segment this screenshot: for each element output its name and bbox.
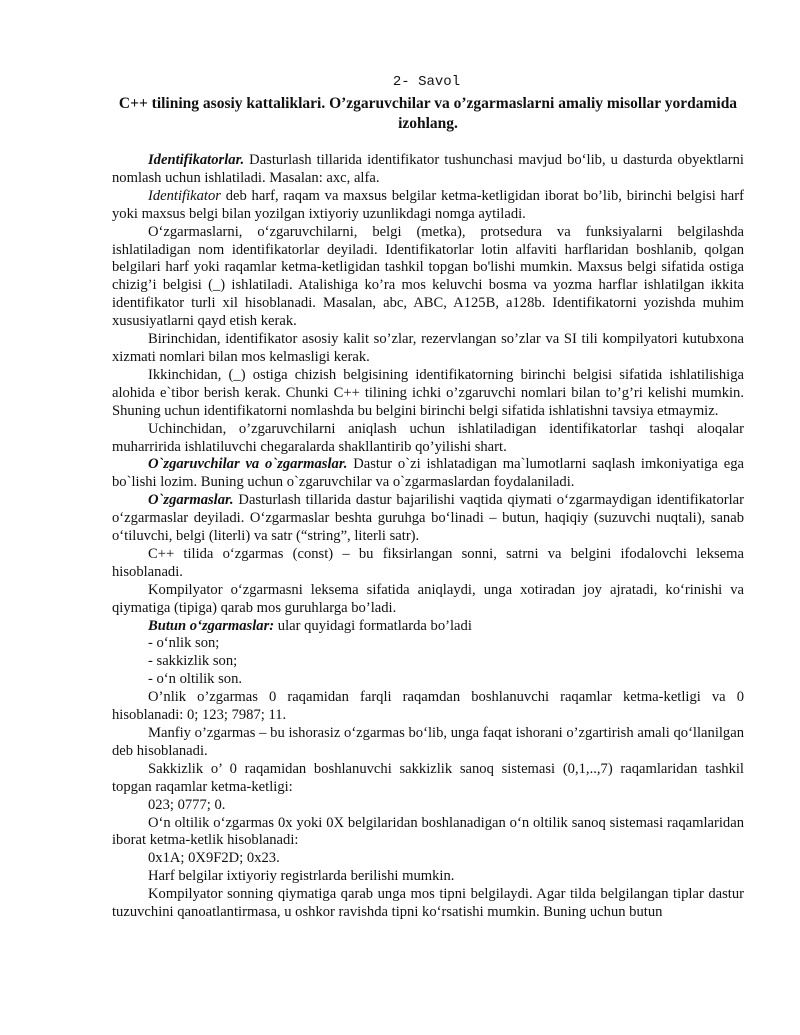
paragraph-text: Dasturlash tillarida identifikator tushunchasi mavjud bo‘lib, u dasturda obyektlarni nomlash uchun ishlatiladi. Masalan: axc, alfa.: [112, 152, 744, 186]
paragraph: Manfiy o’zgarmas – bu ishorasiz o‘zgarmas bo‘lib, unga faqat ishorani o’zgartirish amali qo‘llanilgan deb hisoblanadi.: [112, 725, 744, 759]
paragraph-butun-ozgarmaslar: [112, 618, 744, 636]
paragraph-text: ular quyidagi formatlarda bo’ladi: [274, 617, 472, 634]
paragraph: Ikkinchidan, (_) ostiga chizish belgisining identifikatorning birinchi belgisi sifatida ishlatilishiga alohida e`tibor berish kerak. Chunki C++ tilining ichki o’zgaruvchi nomlari bilan to’g’ri kelishi mumkin. Shuning uchun identifikatorni nomlashda bu belgini birinchi belgi sifatida ishlatishni tavsiya etmaymiz.: [112, 366, 744, 419]
term-identifikator: Identifikator: [148, 187, 221, 204]
paragraph: O’nlik o’zgarmas 0 raqamidan farqli raqamdan boshlanuvchi raqamlar ketma-ketligi va 0 hisoblanadi: 0; 123; 7987; 11.: [112, 689, 744, 724]
term-ozgaruvchilar: O`zgaruvchilar va o`zgarmaslar.: [148, 456, 348, 473]
paragraph-text: Dasturlash tillarida dastur bajarilishi vaqtida qiymati o‘zgarmaydigan identifikatorlar o‘zgarmaslar deyiladi. O‘zgarmaslar beshta guruhga bo‘linadi – butun, haqiqiy (suzuvchi nuqtali), sanab o‘tiluvchi, belgi (literli) va satr (“string”, literli satr).: [112, 492, 744, 545]
paragraph-identifikatorlar: [112, 152, 744, 188]
paragraph: Harf belgilar ixtiyoriy registrlarda berilishi mumkin.: [148, 868, 455, 885]
paragraph: Sakkizlik o’ 0 raqamidan boshlanuvchi sakkizlik sanoq sistemasi (0,1,..,7) raqamlaridan tashkil topgan raqamlar ketma-ketligi:: [112, 760, 744, 795]
paragraph: Uchinchidan, o’zgaruvchilarni aniqlash uchun ishlatiladigan identifikatorlar tashqi aloqalar muharririda ishlatiluvchi chegaralarda shakllantirib qo’yilishi shart.: [112, 420, 744, 455]
paragraph: Kompilyator o‘zgarmasni leksema sifatida aniqlaydi, unga xotiradan joy ajratadi, ko‘rinishi va qiymatiga (tipiga) qarab mos guruhlarga bo’ladi.: [112, 581, 744, 616]
question-number: 2- Savol: [392, 74, 461, 90]
paragraph-identifikator-definition: [112, 188, 744, 224]
term-butun-ozgarmaslar: Butun o‘zgarmaslar:: [148, 617, 275, 634]
document-body: [112, 152, 744, 922]
example-line: 023; 0777; 0.: [148, 796, 226, 813]
paragraph-text: deb harf, raqam va maxsus belgilar ketma-ketligidan iborat bo’lib, birinchi belgisi harf yoki maxsus belgi bilan yozilgan ixtiyoriy uzunlikdagi nomga aytiladi.: [112, 187, 744, 222]
paragraph-ozgarmaslar: [112, 492, 744, 546]
paragraph: O‘n oltilik o‘zgarmas 0x yoki 0X belgilaridan boshlanadigan o‘n oltilik sanoq sistemasi raqamlaridan iborat ketma-ketlik hisoblanadi:: [112, 814, 744, 849]
list-item: - o‘nlik son;: [148, 635, 220, 652]
paragraph: O‘zgarmaslarni, o‘zgaruvchilarni, belgi (metka), protsedura va funksiyalarni belgilashda ishlatiladigan nom identifikatorlar deyiladi. Identifikatorlar lotin alfaviti harflaridan boshlanib, qolgan belgilari harf yoki raqamlar ketma-ketligidan tashkil topgan bo'lishi mumkin. Maxsus belgi sifatida ostiga chizig’i belgisi (_) ishlatiladi. Atalishiga ko’ra mos keluvchi bosma va yozma harflar ishlatilgan ikkita identifikator turli xil hisoblanadi. Masalan, abc, ABC, A125B, a128b. Identifikatorni yozishda muhim xususiyatlarni qayd etish kerak.: [112, 223, 744, 330]
paragraph-text: Dastur o`zi ishlatadigan ma`lumotlarni saqlash imkoniyatiga ega bo`lishi lozim. Buning uchun o`zgaruvchilar va o`zgarmaslardan foydalaniladi.: [112, 456, 744, 491]
term-ozgarmaslar: O`zgarmaslar.: [148, 492, 234, 509]
paragraph: Birinchidan, identifikator asosiy kalit so’zlar, rezervlangan so’zlar va SI tili kompilyatori kutubxona xizmati nomlari bilan mos kelmasligi kerak.: [112, 331, 744, 365]
paragraph: Kompilyator sonning qiymatiga qarab unga mos tipni belgilaydi. Agar tilda belgilangan tiplar dastur tuzuvchini qanoatlantirmasa, u oshkor ravishda tipni ko‘rsatishi mumkin. Buning uchun butun: [112, 886, 744, 921]
paragraph: C++ tilida o‘zgarmas (const) – bu fiksirlangan sonni, satrni va belgini ifodalovchi leksema hisoblanadi.: [112, 545, 744, 580]
term-identifikatorlar: Identifikatorlar.: [148, 152, 245, 168]
page-title: C++ tilining asosiy kattaliklari. O’zgaruvchilar va o’zgarmaslarni amaliy misollar yordamida izohlang.: [118, 95, 738, 132]
example-line: 0x1A; 0X9F2D; 0x23.: [148, 850, 280, 867]
paragraph-ozgaruvchilar: [112, 456, 744, 492]
list-item: - sakkizlik son;: [148, 653, 238, 670]
list-item: - o‘n oltilik son.: [148, 671, 243, 688]
